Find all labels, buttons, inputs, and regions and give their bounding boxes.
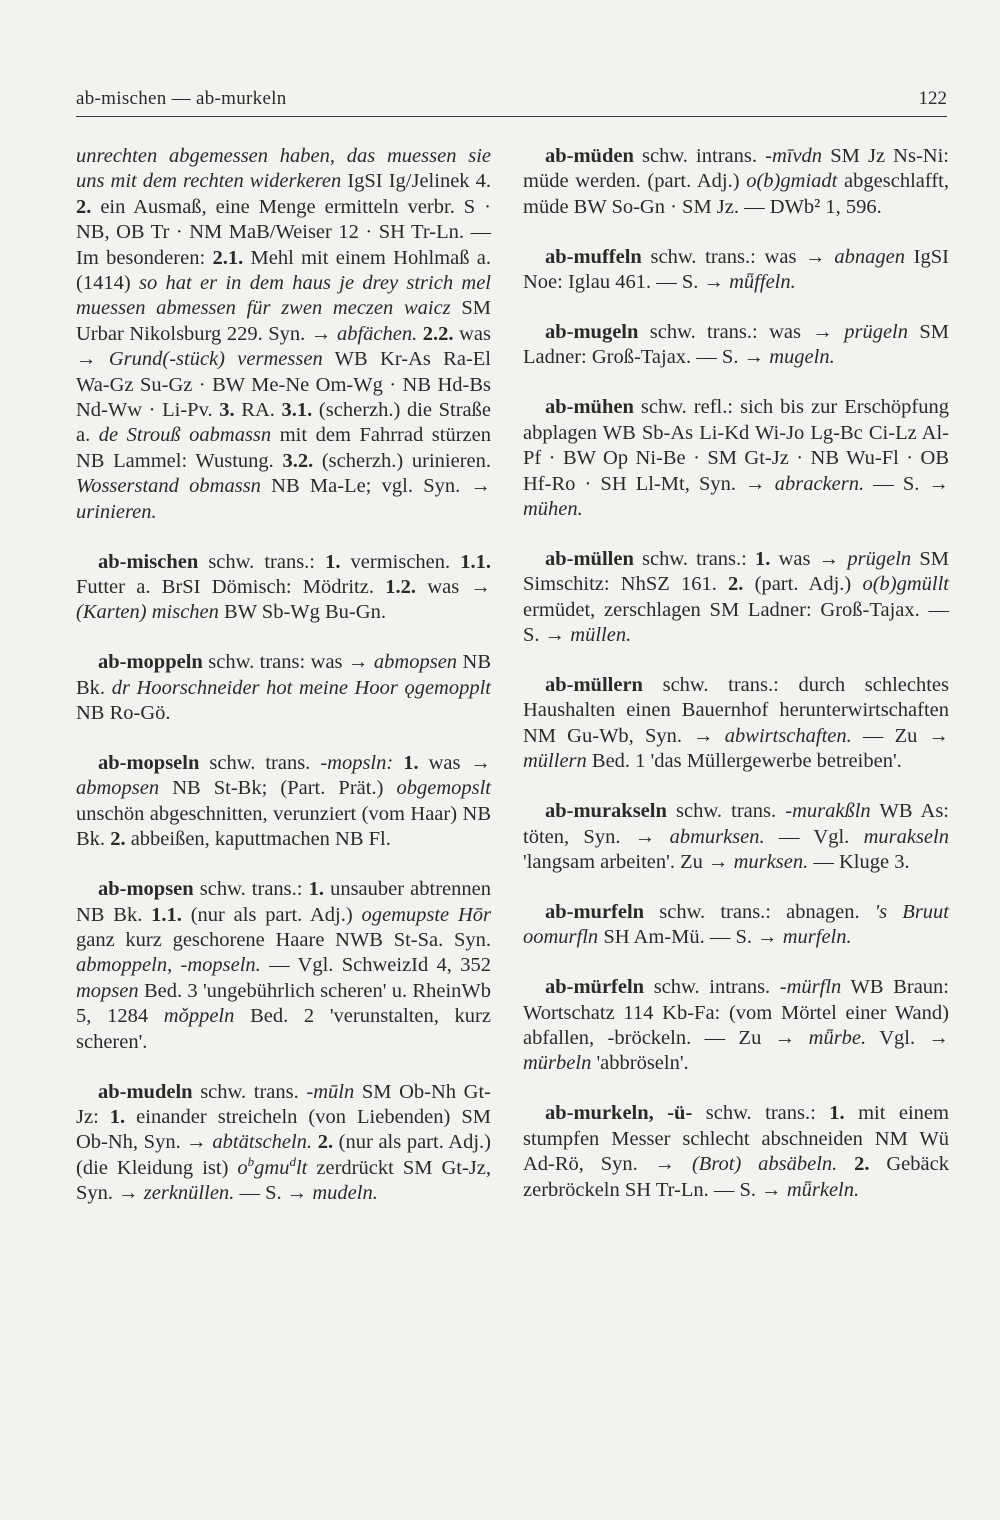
dictionary-entry: ab-mischen schw. trans.: 1. vermischen. 1.1. Futter a. BrSI Dömisch: Mödritz. 1.2. was → (Karten) mischen BW Sb-Wg Bu-Gn. — [76, 550, 491, 624]
dictionary-entry: ab-müllen schw. trans.: 1. was → prügeln SM Simschitz: NhSZ 161. 2. (part. Adj.) o(b)gmüllt ermüdet, zerschlagen SM Ladner: Groß-Tajax. — S. → müllen. — [523, 547, 949, 647]
dictionary-entry: unrechten abgemessen haben, das muessen sie uns mit dem rechten widerkeren IgSI Ig/Jelinek 4. 2. ein Ausmaß, eine Menge ermitteln verbr. S · NB, OB Tr · NM MaB/Weiser 12 · SH Tr-Ln. — Im besonderen: 2.1. Mehl mit einem Hohlmaß a. (1414) so hat er in dem haus je drey strich mel muessen abmessen für zwen meczen waicz SM Urbar Nikolsburg 229. Syn. → abfächen. 2.2. was → Grund(-stück) vermessen WB Kr-As Ra-El Wa-Gz Su-Gz · BW Me-Ne Om-Wg · NB Hd-Bs Nd-Ww · Li-Pv. 3. RA. 3.1. (scherzh.) die Straße a. de Strouß oabmassn mit dem Fahrrad stürzen NB Lammel: Wustung. 3.2. (scherzh.) urinieren. Wosserstand obmassn NB Ma-Le; vgl. Syn. → urinieren. — [76, 145, 492, 523]
dictionary-entry: ab-müden schw. intrans. -mīvdn SM Jz Ns-Ni: müde werden. (part. Adj.) o(b)gmiadt abgeschlafft, müde BW So-Gn · SM Jz. — DWb² 1, 596. — [523, 145, 949, 218]
running-head — [76, 86, 947, 117]
dictionary-entry: ab-murfeln schw. trans.: abnagen. 's Bruut oomurfln SH Am-Mü. — S. → murfeln. — [523, 900, 949, 949]
dictionary-entry: ab-murkeln, -ü- schw. trans.: 1. mit einem stumpfen Messer schlecht abschneiden NM Wü Ad-Rö, Syn. → (Brot) absäbeln. 2. Gebäck zerbröckeln SH Tr-Ln. — S. → mǖrkeln. — [523, 1102, 949, 1201]
dictionary-entry: ab-müllern schw. trans.: durch schlechtes Haushalten einen Bauernhof herunterwirtschaften NM Gu-Wb, Syn. → abwirtschaften. — Zu → müllern Bed. 1 'das Müllergewerbe betreiben'. — [523, 674, 949, 773]
running-head-title: ab-mischen — ab-murkeln — [76, 88, 287, 109]
right-column — [523, 144, 949, 1227]
dictionary-entry: ab-moppeln schw. trans: was → abmopsen NB Bk. dr Hoorschneider hot meine Hoor ǫgemopplt NB Ro-Gö. — [76, 651, 491, 725]
dictionary-entry: ab-mopseln schw. trans. -mopsln: 1. was → abmopsen NB St-Bk; (Part. Prät.) obgemopslt unschön abgeschnitten, verunziert (vom Haar) NB Bk. 2. abbeißen, kaputtmachen NB Fl. — [76, 752, 492, 851]
dictionary-entry: ab-mürfeln schw. intrans. -mürfln WB Braun: Wortschatz 114 Kb-Fa: (vom Mörtel einer Wand) abfallen, -bröckeln. — Zu → mǖrbe. Vgl. → mürbeln 'abbröseln'. — [523, 976, 949, 1075]
dictionary-entry: ab-mühen schw. refl.: sich bis zur Erschöpfung abplagen WB Sb-As Li-Kd Wi-Jo Lg-Bc Ci-Lz Al-Pf · BW Op Ni-Be · SM Gt-Jz · NB Wu-Fl · OB Hf-Ro · SH Ll-Mt, Syn. → abrackern. — S. → mühen. — [523, 396, 949, 520]
dictionary-entry: ab-murakseln schw. trans. -murakßln WB As: töten, Syn. → abmurksen. — Vgl. murakseln 'langsam arbeiten'. Zu → murksen. — Kluge 3. — [523, 800, 950, 873]
dictionary-entry: ab-muffeln schw. trans.: was → abnagen IgSI Noe: Iglau 461. — S. → mǖffeln. — [523, 245, 949, 294]
dictionary-entry: ab-mopsen schw. trans.: 1. unsauber abtrennen NB Bk. 1.1. (nur als part. Adj.) ogemupste Hōr ganz kurz geschorene Haare NWB St-Sa. Syn. abmoppeln, -mopseln. — Vgl. SchweizId 4, 352 mopsen Bed. 3 'ungebührlich scheren' u. RheinWb 5, 1284 mǒppeln Bed. 2 'verunstalten, kurz scheren'. — [76, 878, 491, 1053]
page-number: 122 — [918, 88, 947, 109]
left-column — [76, 144, 491, 1231]
dictionary-entry: ab-mudeln schw. trans. -mūln SM Ob-Nh Gt-Jz: 1. einander streicheln (von Liebenden) SM Ob-Nh, Syn. → abtätscheln. 2. (nur als part. Adj.) (die Kleidung ist) $o^bgmu^dlt$ zerdrückt SM Gt-Jz, Syn. → zerknüllen. — S. → mudeln. — [76, 1080, 491, 1205]
dictionary-entry: ab-mugeln schw. trans.: was → prügeln SM Ladner: Groß-Tajax. — S. → mugeln. — [523, 321, 949, 369]
